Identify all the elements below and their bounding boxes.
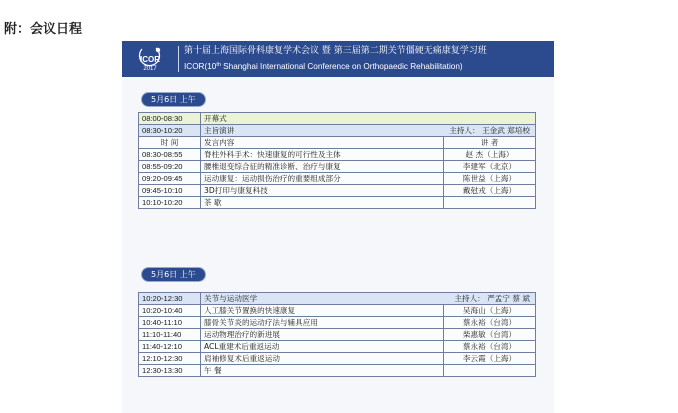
table-row [139, 365, 536, 377]
conference-banner [122, 41, 554, 77]
opening-title: 开幕式 [201, 113, 536, 125]
logo-text-bottom: 2017 [143, 66, 157, 72]
col-header-topic: 发言内容 [201, 137, 444, 149]
session-1-cell [201, 125, 536, 137]
col-header-time: 时 间 [139, 137, 201, 149]
row-topic: 午 餐 [201, 365, 444, 377]
session-1-host: 主持人： 王金武 郑培校 [449, 126, 530, 135]
row-time: 08:55-09:20 [139, 161, 201, 173]
session-row-2 [139, 293, 536, 305]
icor-logo [130, 44, 170, 74]
title-en-sup: th [216, 62, 221, 68]
table-row [139, 305, 536, 317]
row-topic: 运动物理治疗的新进展 [201, 329, 444, 341]
row-time: 11:10-11:40 [139, 329, 201, 341]
table-row [139, 161, 536, 173]
row-speaker: 蔡永裕（台湾） [444, 317, 536, 329]
session-1-time: 08:30-10:20 [139, 125, 201, 137]
row-topic: 运动康复：运动损伤治疗的重要组成部分 [201, 173, 444, 185]
session-2-host: 主持人： 严孟宁 蔡 斌 [454, 294, 530, 303]
session-1-title: 主旨演讲 [204, 126, 235, 135]
row-topic: 脊柱外科手术：快速康复的可行性及主体 [201, 149, 444, 161]
page-heading: 附：会议日程 [4, 22, 83, 37]
row-speaker: 蔡永裕（台湾） [444, 341, 536, 353]
day-tag-1: 5月6日 上午 [142, 93, 205, 106]
row-topic: ACL重建术后重返运动 [201, 341, 444, 353]
row-speaker: 柴惠敏（台湾） [444, 329, 536, 341]
row-speaker [444, 365, 536, 377]
row-topic: 人工膝关节置换的快速康复 [201, 305, 444, 317]
table-row [139, 149, 536, 161]
title-en-prefix: ICOR(10 [184, 62, 217, 71]
row-time: 09:20-09:45 [139, 173, 201, 185]
row-topic: 肩袖修复术后重返运动 [201, 353, 444, 365]
schedule-table-2 [138, 292, 536, 377]
row-time: 10:20-10:40 [139, 305, 201, 317]
row-time: 08:30-08:55 [139, 149, 201, 161]
row-speaker: 陈世益（上海） [444, 173, 536, 185]
banner-divider [178, 46, 179, 72]
session-row-1 [139, 125, 536, 137]
table-row [139, 185, 536, 197]
row-time: 09:45-10:10 [139, 185, 201, 197]
table-row [139, 197, 536, 209]
row-speaker: 李云霞（上海） [444, 353, 536, 365]
column-header-row [139, 137, 536, 149]
table-row [139, 317, 536, 329]
logo-text-top: ICOR [140, 55, 160, 64]
day-tag-2: 5月6日 上午 [142, 268, 205, 281]
row-speaker: 赵 杰（上海） [444, 149, 536, 161]
session-2-title: 关节与运动医学 [204, 294, 258, 303]
row-topic: 膝骨关节炎的运动疗法与辅具应用 [201, 317, 444, 329]
table-row [139, 353, 536, 365]
row-speaker: 李建军（北京） [444, 161, 536, 173]
row-speaker: 戴尅戎（上海） [444, 185, 536, 197]
title-en-rest: Shanghai International Conference on Orthopaedic Rehabilitation) [220, 62, 463, 71]
row-time: 10:10-10:20 [139, 197, 201, 209]
agenda-image [122, 41, 554, 413]
opening-time: 08:00-08:30 [139, 113, 201, 125]
session-2-cell [201, 293, 536, 305]
table-row [139, 173, 536, 185]
conference-title-cn: 第十届上海国际骨科康复学术会议 暨 第三届第二期关节僵硬无痛康复学习班 [184, 46, 487, 56]
table-row [139, 329, 536, 341]
opening-row [139, 113, 536, 125]
row-time: 12:30-13:30 [139, 365, 201, 377]
row-topic: 茶 歇 [201, 197, 444, 209]
row-time: 11:40-12:10 [139, 341, 201, 353]
row-topic: 3D打印与康复科技 [201, 185, 444, 197]
table-row [139, 341, 536, 353]
row-time: 10:40-11:10 [139, 317, 201, 329]
schedule-table-1 [138, 112, 536, 209]
col-header-speaker: 讲 者 [444, 137, 536, 149]
row-speaker [444, 197, 536, 209]
row-time: 12:10-12:30 [139, 353, 201, 365]
conference-title-en [184, 60, 463, 72]
session-2-time: 10:20-12:30 [139, 293, 201, 305]
row-topic: 腰椎退变综合征的精准诊断、治疗与康复 [201, 161, 444, 173]
row-speaker: 吴海山（上海） [444, 305, 536, 317]
